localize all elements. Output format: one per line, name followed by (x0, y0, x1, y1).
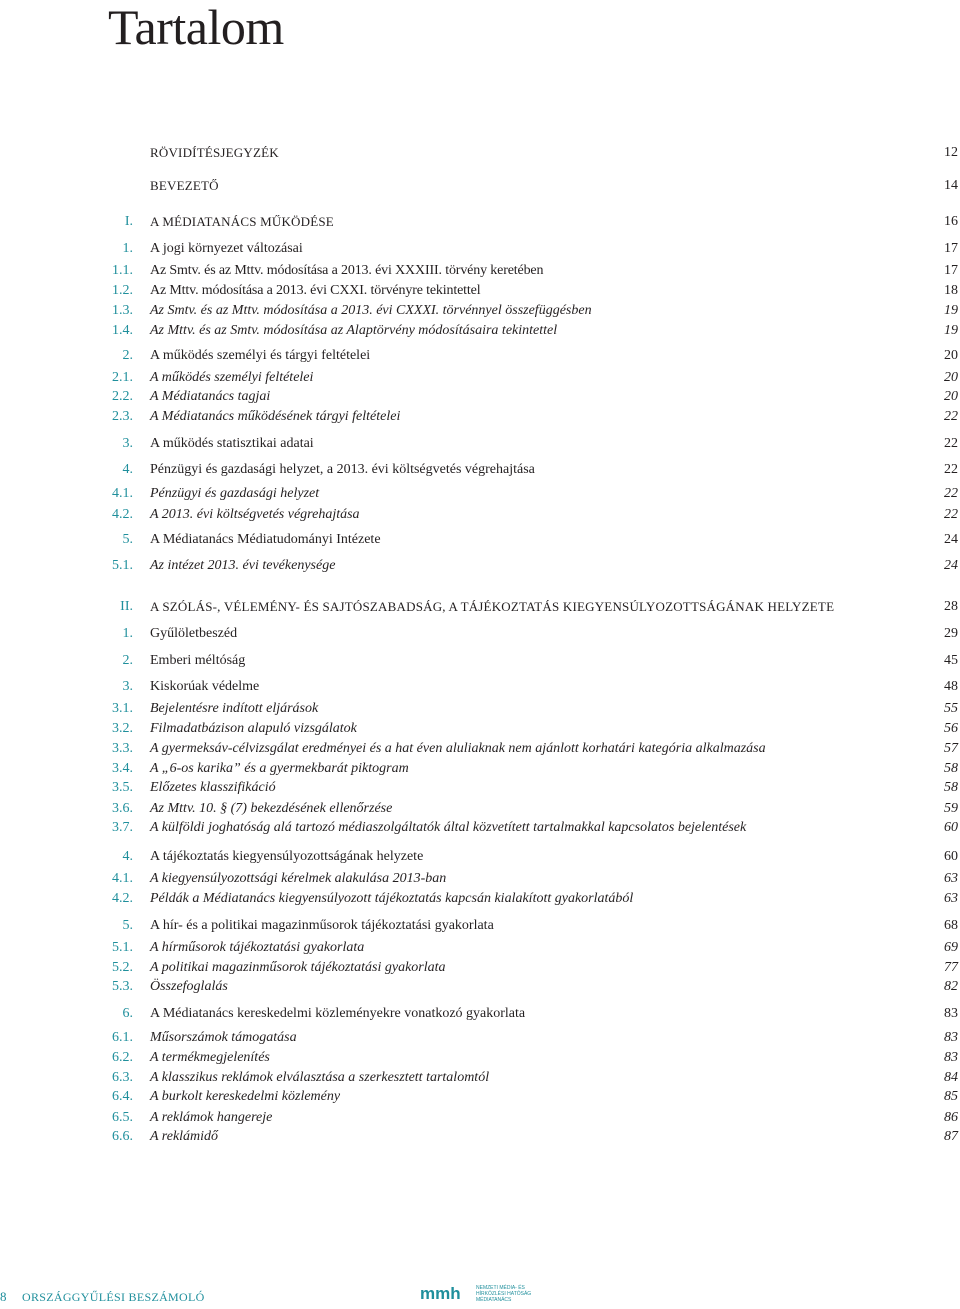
toc-entry-title: Az Mttv. és az Smtv. módosítása az Alaptörvény módosításaira tekintettel (150, 323, 558, 338)
toc-entry (0, 597, 960, 617)
toc-entry (0, 677, 960, 697)
toc-entry-page: 12 (944, 145, 958, 160)
toc-entry-page: 16 (944, 214, 958, 229)
toc-entry-number: 4.1. (112, 871, 133, 886)
toc-entry-title: A politikai magazinműsorok tájékoztatási gyakorlata (150, 960, 446, 975)
toc-entry-title: Pénzügyi és gazdasági helyzet (150, 486, 320, 501)
toc-entry-number: 5.2. (112, 960, 133, 975)
toc-entry-title: A működés statisztikai adatai (150, 436, 314, 451)
toc-entry (0, 938, 960, 958)
toc-entry-number: 6.6. (112, 1129, 133, 1144)
toc-entry-number: 6.4. (112, 1089, 133, 1104)
toc-entry (0, 977, 960, 997)
toc-entry (0, 434, 960, 454)
toc-entry-page: 68 (944, 918, 958, 933)
toc-entry-number: 5. (122, 532, 133, 547)
toc-entry-number: 2.1. (112, 370, 133, 385)
toc-entry-title: Az intézet 2013. évi tevékenysége (150, 558, 336, 573)
toc-entry (0, 916, 960, 936)
toc-entry-title: A hírműsorok tájékoztatási gyakorlata (150, 940, 365, 955)
toc-entry-title: A Médiatanács Médiatudományi Intézete (150, 532, 381, 547)
toc-entry-title: A tájékoztatás kiegyensúlyozottságának helyzete (150, 849, 424, 864)
toc-entry-number: 3.2. (112, 721, 133, 736)
toc-entry (0, 176, 960, 196)
toc-entry (0, 1127, 960, 1147)
toc-entry (0, 1087, 960, 1107)
toc-entry-page: 60 (944, 849, 958, 864)
toc-entry-number: 3.1. (112, 701, 133, 716)
toc-entry-page: 22 (944, 409, 958, 424)
toc-entry-title: A 2013. évi költségvetés végrehajtása (150, 507, 360, 522)
toc-entry-title: Az Smtv. és az Mttv. módosítása a 2013. évi CXXXI. törvénnyel összefüggésben (150, 303, 592, 318)
toc-entry-title: Előzetes klasszifikáció (150, 780, 276, 795)
toc-entry-title: Összefoglalás (150, 979, 228, 994)
toc-entry-page: 85 (944, 1089, 958, 1104)
toc-entry-number: 6.5. (112, 1110, 133, 1125)
toc-entry-title: Bejelentésre indított eljárások (150, 701, 319, 716)
toc-entry-number: 4.2. (112, 507, 133, 522)
toc-entry (0, 869, 960, 889)
toc-entry-number: 6.1. (112, 1030, 133, 1045)
toc-entry (0, 484, 960, 504)
toc-entry-number: 3. (122, 679, 133, 694)
toc-entry-page: 20 (944, 348, 958, 363)
toc-entry (0, 847, 960, 867)
toc-entry-page: 83 (944, 1030, 958, 1045)
toc-entry (0, 699, 960, 719)
toc-entry-number: 1.1. (112, 263, 133, 278)
toc-entry-title: A reklámidő (150, 1129, 219, 1144)
toc-entry (0, 281, 960, 301)
toc-entry-number: 5.1. (112, 558, 133, 573)
toc-entry-page: 17 (944, 241, 958, 256)
toc-entry (0, 556, 960, 576)
toc-entry-page: 24 (944, 532, 958, 547)
toc-entry-number: I. (124, 214, 133, 229)
toc-entry-title: A gyermeksáv-célvizsgálat eredményei és a hat éven aluliaknak nem ajánlott korhatári kategória alkalmazása (150, 741, 766, 756)
toc-entry-page: 56 (944, 721, 958, 736)
toc-entry-title: A jogi környezet változásai (150, 241, 303, 256)
toc-entry-number: 4.1. (112, 486, 133, 501)
toc-entry (0, 818, 960, 838)
toc-entry-page: 63 (944, 871, 958, 886)
toc-entry-number: 2.2. (112, 389, 133, 404)
logo-text: NEMZETI MÉDIA- ÉS HÍRKÖZLÉSI HATÓSÁG MÉDIATANÁCS (476, 1285, 532, 1303)
toc-entry-number: 3.3. (112, 741, 133, 756)
svg-text:mmh: mmh (420, 1285, 461, 1303)
toc-entry-number: 4.2. (112, 891, 133, 906)
toc-entry-page: 19 (944, 303, 958, 318)
toc-entry-page: 48 (944, 679, 958, 694)
toc-entry-page: 57 (944, 741, 958, 756)
toc-entry-number: 3. (122, 436, 133, 451)
toc-entry-title: A Médiatanács kereskedelmi közleményekre vonatkozó gyakorlata (150, 1006, 526, 1021)
toc-entry-page: 28 (944, 599, 958, 614)
toc-entry (0, 1048, 960, 1068)
toc-entry (0, 261, 960, 281)
toc-entry (0, 1004, 960, 1024)
toc-entry-page: 60 (944, 820, 958, 835)
toc-entry-number: 3.7. (112, 820, 133, 835)
toc-entry-page: 22 (944, 486, 958, 501)
toc-entry-number: 4. (122, 462, 133, 477)
toc-entry-title: A kiegyensúlyozottsági kérelmek alakulása 2013-ban (150, 871, 447, 886)
toc-entry (0, 301, 960, 321)
nmhh-logo (420, 1283, 540, 1309)
page-footer (0, 1285, 960, 1309)
toc-entry-title: A működés személyi és tárgyi feltételei (150, 348, 371, 363)
toc-entry-page: 24 (944, 558, 958, 573)
toc-entry-title: Az Mttv. 10. § (7) bekezdésének ellenőrzése (150, 801, 393, 816)
toc-entry-number: 6. (122, 1006, 133, 1021)
toc-entry-number: 3.6. (112, 801, 133, 816)
toc-entry-title: A burkolt kereskedelmi közlemény (150, 1089, 341, 1104)
toc-entry-title: A külföldi joghatóság alá tartozó médiaszolgáltatók által közvetített tartalmakkal kapcsolatos bejelentések (150, 820, 747, 835)
toc-entry-page: 55 (944, 701, 958, 716)
toc-entry-number: 5. (122, 918, 133, 933)
toc-entry-page: 87 (944, 1129, 958, 1144)
toc-entry (0, 719, 960, 739)
toc-entry-number: 2. (122, 348, 133, 363)
logo-mark-icon (420, 1285, 472, 1303)
toc-entry (0, 739, 960, 759)
toc-entry-title: Az Mttv. módosítása a 2013. évi CXXI. törvényre tekintettel (150, 283, 481, 298)
document-name: ORSZÁGGYŰLÉSI BESZÁMOLÓ (22, 1290, 205, 1304)
toc-entry-title: Gyűlöletbeszéd (150, 626, 238, 641)
toc-entry (0, 651, 960, 671)
toc-entry (0, 1108, 960, 1128)
toc-entry-title: Filmadatbázison alapuló vizsgálatok (150, 721, 357, 736)
toc-entry-page: 59 (944, 801, 958, 816)
toc-entry-title: Kiskorúak védelme (150, 679, 260, 694)
toc-entry-title: Az Smtv. és az Mttv. módosítása a 2013. évi XXXIII. törvény keretében (150, 263, 544, 278)
toc-entry-number: 1. (122, 626, 133, 641)
toc-entry-number: 1.2. (112, 283, 133, 298)
toc-entry-title: RÖVIDÍTÉSJEGYZÉK (150, 145, 279, 160)
toc-entry-page: 22 (944, 462, 958, 477)
toc-entry (0, 368, 960, 388)
toc-entry (0, 889, 960, 909)
toc-entry (0, 958, 960, 978)
toc-entry-page: 45 (944, 653, 958, 668)
toc-entry-page: 77 (944, 960, 958, 975)
toc-entry-title: A Médiatanács tagjai (150, 389, 271, 404)
toc-entry (0, 799, 960, 819)
toc-entry-number: 1.4. (112, 323, 133, 338)
toc-entry-page: 22 (944, 507, 958, 522)
toc-entry-title: BEVEZETŐ (150, 178, 219, 193)
toc-entry-page: 20 (944, 370, 958, 385)
toc-entry-page: 58 (944, 761, 958, 776)
toc-entry (0, 624, 960, 644)
toc-entry (0, 759, 960, 779)
toc-entry-number: 3.5. (112, 780, 133, 795)
toc-entry-title: A hír- és a politikai magazinműsorok tájékoztatási gyakorlata (150, 918, 494, 933)
toc-entry-number: 3.4. (112, 761, 133, 776)
toc-entry (0, 143, 960, 163)
toc-entry-page: 17 (944, 263, 958, 278)
toc-entry (0, 239, 960, 259)
toc-entry-number: 6.2. (112, 1050, 133, 1065)
toc-entry-title: A működés személyi feltételei (150, 370, 314, 385)
toc-entry (0, 1068, 960, 1088)
toc-entry-title: Példák a Médiatanács kiegyensúlyozott tájékoztatás kapcsán kialakított gyakorlatából (150, 891, 634, 906)
toc-entry-page: 58 (944, 780, 958, 795)
toc-entry-number: 5.3. (112, 979, 133, 994)
toc-entry-page: 83 (944, 1006, 958, 1021)
toc-entry (0, 505, 960, 525)
toc-entry (0, 321, 960, 341)
toc-entry-page: 83 (944, 1050, 958, 1065)
toc-entry-page: 69 (944, 940, 958, 955)
toc-entry-number: 2. (122, 653, 133, 668)
toc-entry (0, 346, 960, 366)
toc-entry-title: A klasszikus reklámok elválasztása a szerkesztett tartalomtól (150, 1070, 490, 1085)
toc-entry-title: Műsorszámok támogatása (150, 1030, 297, 1045)
toc-entry-page: 22 (944, 436, 958, 451)
page-title: Tartalom (108, 0, 284, 55)
toc-entry-number: 1.3. (112, 303, 133, 318)
toc-entry-title: A reklámok hangereje (150, 1110, 273, 1125)
toc-entry-number: 2.3. (112, 409, 133, 424)
toc-entry-page: 86 (944, 1110, 958, 1125)
toc-entry-page: 20 (944, 389, 958, 404)
toc-entry (0, 212, 960, 232)
toc-entry-number: 4. (122, 849, 133, 864)
toc-entry-title: Pénzügyi és gazdasági helyzet, a 2013. évi költségvetés végrehajtása (150, 462, 535, 477)
toc-entry-page: 63 (944, 891, 958, 906)
toc-entry-title: Emberi méltóság (150, 653, 246, 668)
toc-entry (0, 387, 960, 407)
toc-entry-page: 29 (944, 626, 958, 641)
toc-entry (0, 460, 960, 480)
toc-entry-number: II. (120, 599, 133, 614)
toc-entry-number: 5.1. (112, 940, 133, 955)
toc-entry-title: A Médiatanács működésének tárgyi feltételei (150, 409, 401, 424)
toc-entry-title: A MÉDIATANÁCS MŰKÖDÉSE (150, 214, 334, 229)
page-number: 8 (0, 1289, 7, 1304)
toc-entry-title: A „6-os karika” és a gyermekbarát piktogram (150, 761, 409, 776)
toc-entry-page: 19 (944, 323, 958, 338)
toc-entry (0, 778, 960, 798)
toc-entry-number: 6.3. (112, 1070, 133, 1085)
toc-entry-title: A termékmegjelenítés (150, 1050, 270, 1065)
toc-entry-page: 82 (944, 979, 958, 994)
toc-entry (0, 1028, 960, 1048)
toc-entry-page: 84 (944, 1070, 958, 1085)
toc-entry (0, 530, 960, 550)
toc-entry-title: A SZÓLÁS-, VÉLEMÉNY- ÉS SAJTÓSZABADSÁG, A TÁJÉKOZTATÁS KIEGYENSÚLYOZOTTSÁGÁNAK HELYZETE (150, 599, 835, 614)
toc-entry-page: 14 (944, 178, 958, 193)
toc-entry-page: 18 (944, 283, 958, 298)
toc-entry-number: 1. (122, 241, 133, 256)
toc-entry (0, 407, 960, 427)
